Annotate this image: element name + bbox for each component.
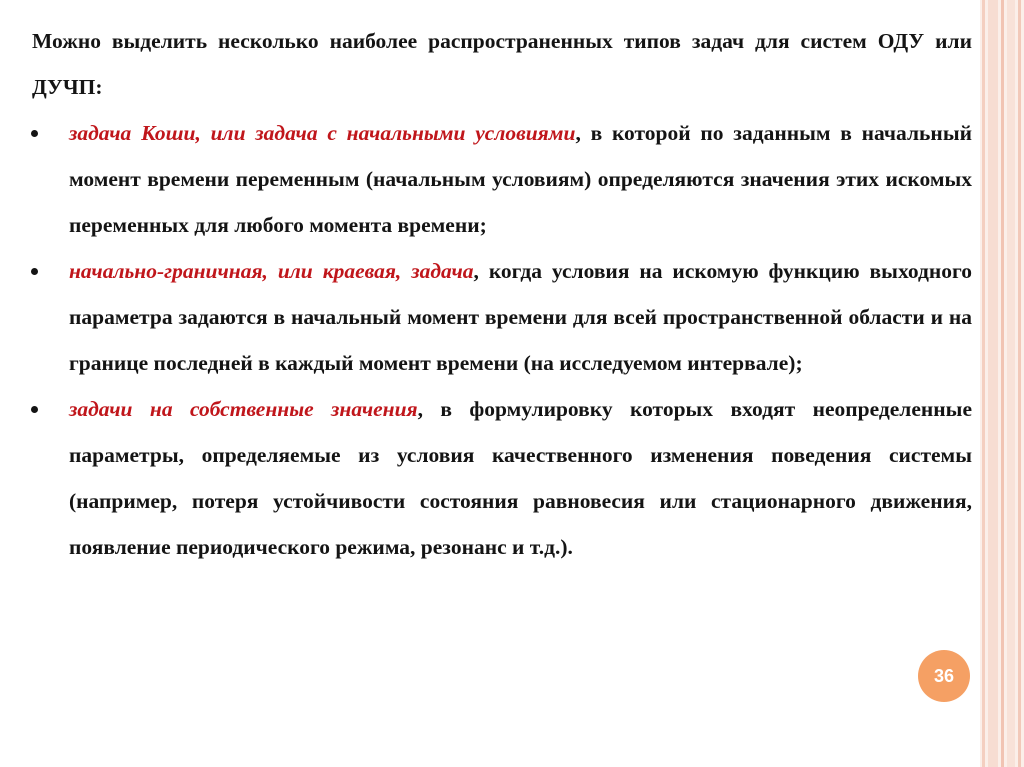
slide-body xyxy=(28,18,972,570)
decorative-stripes xyxy=(980,0,1024,767)
list-item xyxy=(28,110,972,248)
term-eigenvalue-problem: задачи на собственные значения xyxy=(69,397,418,421)
list-item xyxy=(28,248,972,386)
item-description: , в формулировку которых входят неопределенные параметры, определяемые из условия качественного изменения поведения системы (например, потеря устойчивости состояния равновесия или стационарного движения, появление периодического режима, резонанс и т.д.). xyxy=(69,397,972,559)
stripe xyxy=(982,0,985,767)
stripe xyxy=(988,0,998,767)
intro-paragraph: Можно выделить несколько наиболее распространенных типов задач для систем ОДУ или ДУЧП: xyxy=(32,29,972,99)
item-description: , когда условия на искомую функцию выходного параметра задаются в начальный момент времени для всей пространственной области и на границе последней в каждый момент времени (на исследуемом интервале); xyxy=(69,259,972,375)
stripe xyxy=(1007,0,1015,767)
item-description: , в которой по заданным в начальный момент времени переменным (начальным условиям) определяются значения этих искомых переменных для любого момента времени; xyxy=(69,121,972,237)
page-number-badge xyxy=(918,650,970,702)
list-item xyxy=(28,386,972,570)
term-cauchy-problem: задача Коши, или задача с начальными условиями xyxy=(69,121,576,145)
term-boundary-problem: начально-граничная, или краевая, задача xyxy=(69,259,474,283)
page-number: 36 xyxy=(933,665,955,686)
stripe xyxy=(1001,0,1004,767)
task-types-list xyxy=(28,110,972,570)
stripe xyxy=(1018,0,1021,767)
